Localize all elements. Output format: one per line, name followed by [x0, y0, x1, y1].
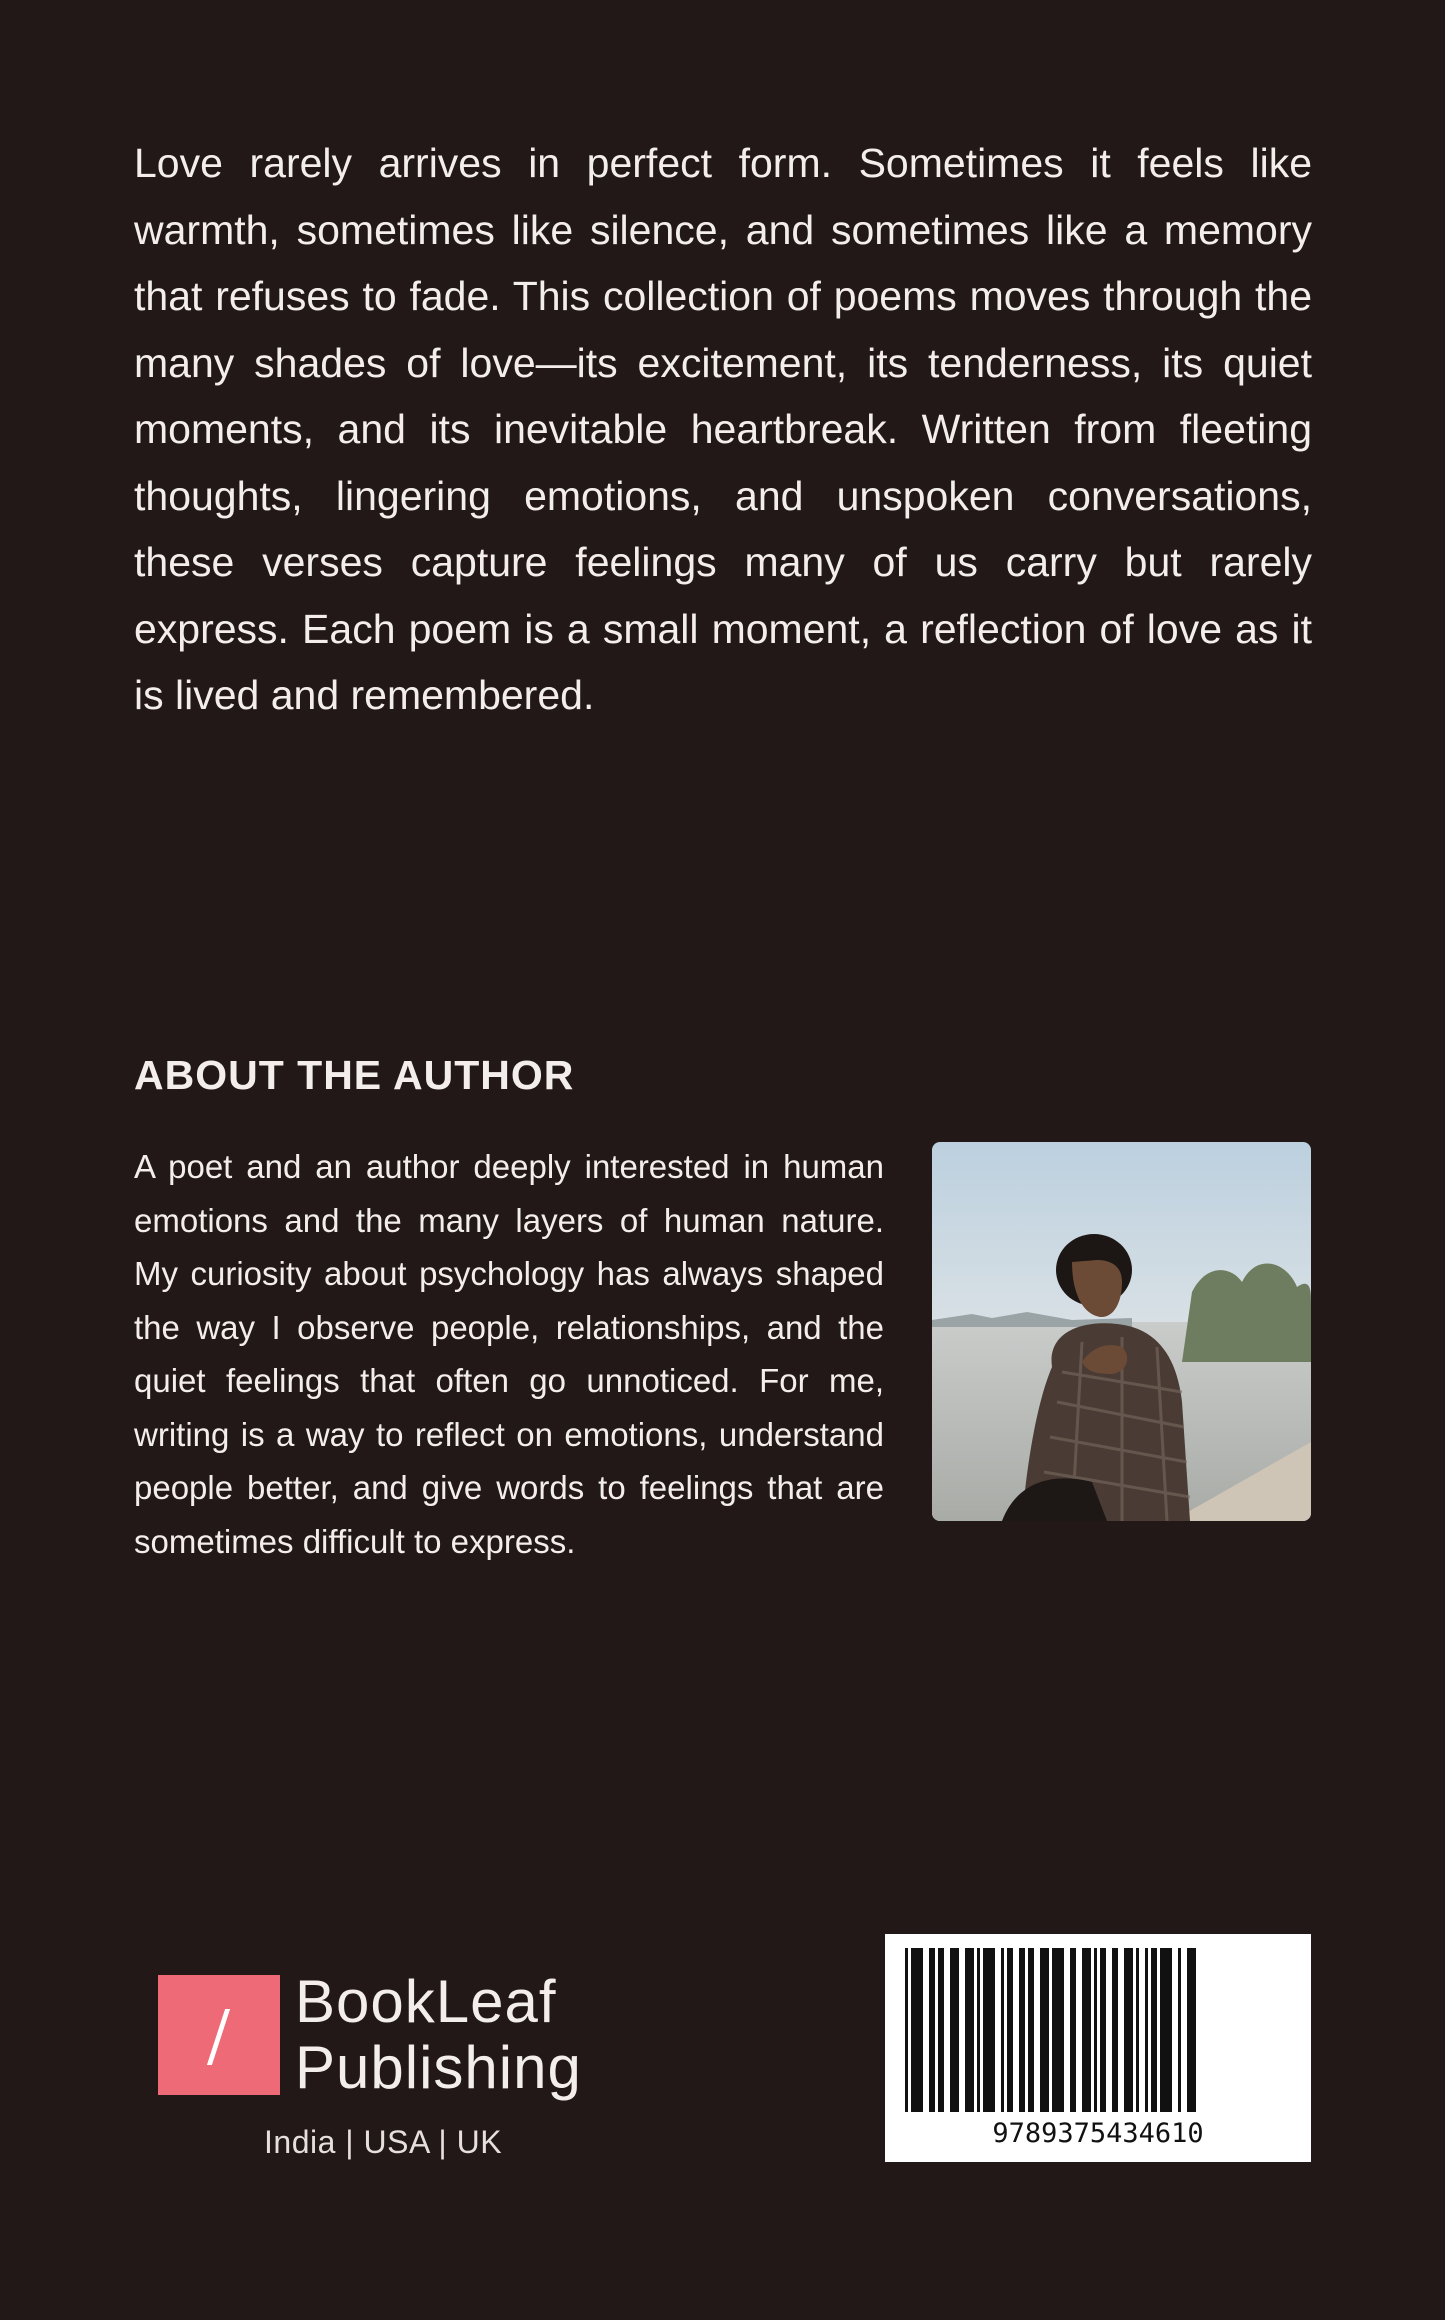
barcode-bar [1124, 1948, 1133, 2112]
barcode-bar [950, 1948, 959, 2112]
about-author-heading: ABOUT THE AUTHOR [134, 1052, 575, 1098]
publisher-name-line2: Publishing [295, 2034, 582, 2101]
barcode-bar [965, 1948, 974, 2112]
barcode-bar [1001, 1948, 1004, 2112]
barcode-bar [1040, 1948, 1049, 2112]
barcode-bar [905, 1948, 908, 2112]
author-photo [932, 1142, 1311, 1521]
logo-square [158, 1975, 280, 2095]
barcode-bar [1160, 1948, 1172, 2112]
barcode-bar [929, 1948, 935, 2112]
barcode-bar [1082, 1948, 1091, 2112]
isbn-barcode [885, 1934, 1311, 2162]
logo-slash-icon [207, 2009, 230, 2065]
author-bio: A poet and an author deeply interested in human emotions and the many layers of human nature. My curiosity about psychology has always shaped the way I observe people, relationships, and the quiet feelings that often go unnoticed. For me, writing is a way to reflect on emotions, understand people better, and give words to feelings that are sometimes difficult to express. [134, 1148, 884, 1560]
barcode-bar [977, 1948, 980, 2112]
barcode-bar [1094, 1948, 1097, 2112]
barcode-bar [911, 1948, 923, 2112]
barcode-bar [1070, 1948, 1076, 2112]
publisher-name-line1: BookLeaf [295, 1968, 557, 2035]
barcode-bar [1136, 1948, 1139, 2112]
barcode-bar [1052, 1948, 1064, 2112]
barcode-bar [1007, 1948, 1013, 2112]
publisher-logo [158, 1968, 608, 2162]
barcode-bar [938, 1948, 944, 2112]
barcode-bar [1187, 1948, 1196, 2112]
back-cover-blurb: Love rarely arrives in perfect form. Sometimes it feels like warmth, sometimes like silence, and sometimes like a memory that refuses to fade. This collection of poems moves through the many shades of love—its excitement, its tenderness, its quiet moments, and its inevitable heartbreak. Written from fleeting thoughts, lingering emotions, and unspoken conversations, these verses capture feelings many of us carry but rarely express. Each poem is a small moment, a reflection of love as it is lived and remembered. [134, 140, 1312, 718]
barcode-bar [1019, 1948, 1025, 2112]
barcode-bar [983, 1948, 995, 2112]
barcode-bar [1028, 1948, 1034, 2112]
barcode-bar [1145, 1948, 1148, 2112]
barcode-bar [1100, 1948, 1106, 2112]
isbn-number: 9789375434610 [992, 2118, 1204, 2149]
barcode-bars [901, 1948, 1295, 2112]
barcode-bar [1112, 1948, 1118, 2112]
publisher-regions: India | USA | UK [264, 2124, 503, 2160]
barcode-bar [1151, 1948, 1157, 2112]
barcode-bar [1178, 1948, 1181, 2112]
